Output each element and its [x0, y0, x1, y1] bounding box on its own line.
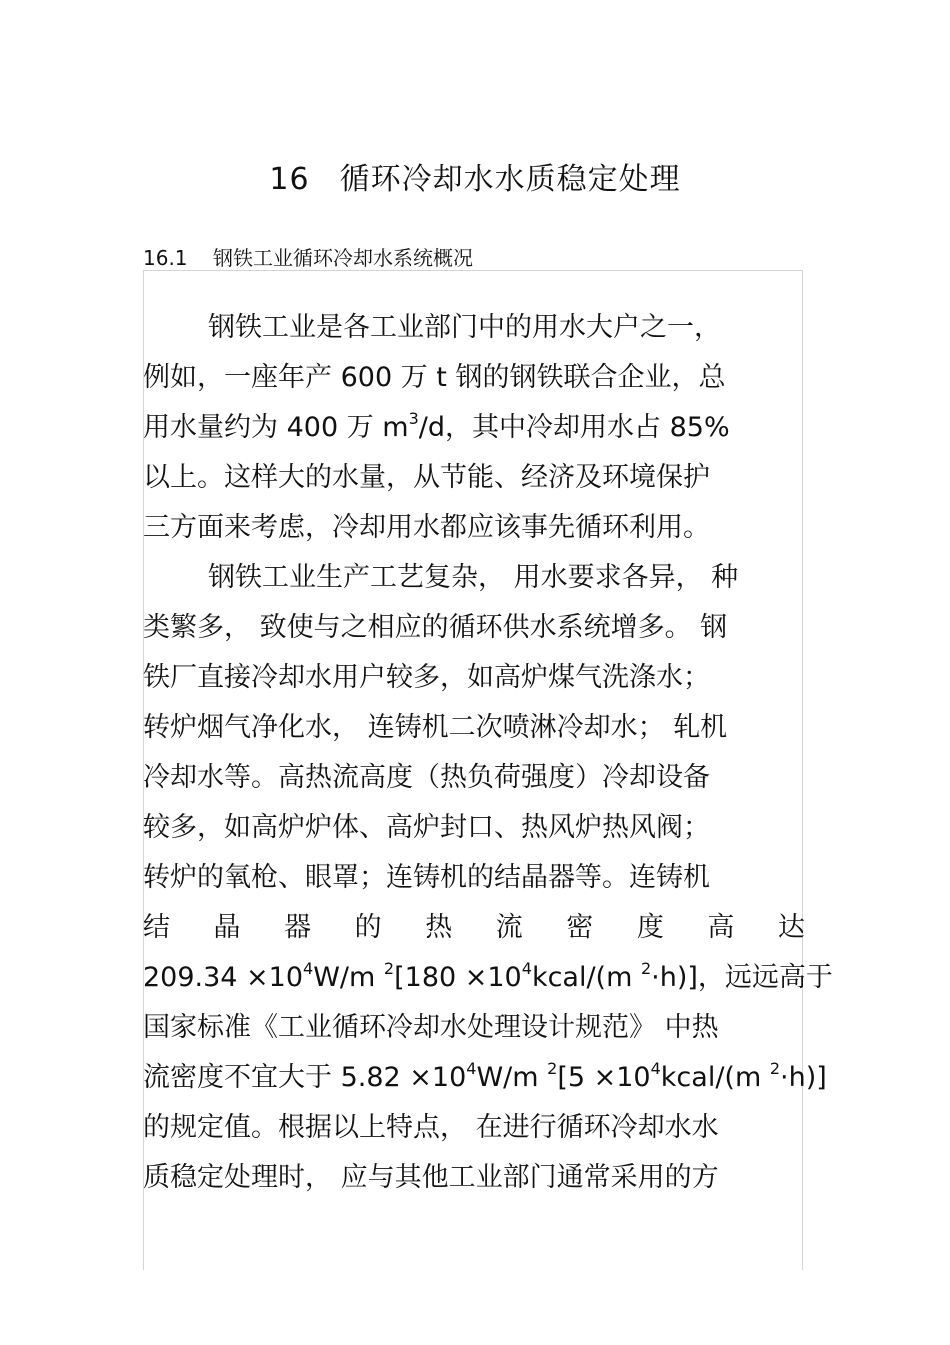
- body-line-7: 类繁多， 致使与之相应的循环供水系统增多。 钢: [143, 612, 728, 643]
- body-line-13-char: 流: [495, 912, 523, 943]
- body-line-6: 钢铁工业生产工艺复杂， 用水要求各异， 种: [208, 562, 739, 593]
- body-line-3a: 用水量约为 400 万 m: [143, 412, 409, 443]
- chapter-number: 16: [269, 162, 310, 197]
- body-line-18: 质稳定处理时， 应与其他工业部门通常采用的方: [143, 1162, 719, 1193]
- body-line-13-char: 器: [284, 912, 312, 943]
- body-line-8: 铁厂直接冷却水用户较多，如高炉煤气洗涤水；: [143, 662, 710, 693]
- body-line-3: [143, 403, 730, 453]
- body-line-15: 国家标准《工业循环冷却水处理设计规范》 中热: [143, 1012, 719, 1043]
- body-line-16b: W/m: [476, 1062, 548, 1093]
- body-line-16e: ·h)]: [780, 1062, 827, 1093]
- body-line-13-char: 达: [777, 912, 805, 943]
- chapter-title-text: 循环冷却水水质稳定处理: [339, 162, 681, 197]
- body-line-16-sup1: 4: [466, 1059, 477, 1078]
- body-line-12: 转炉的氧枪、眼罩；连铸机的结晶器等。连铸机: [143, 862, 710, 893]
- body-line-16d: kcal/(m: [660, 1062, 770, 1093]
- body-line-2: 例如，一座年产 600 万 t 钢的钢铁联合企业，总: [143, 362, 726, 393]
- body-line-3-sup: 3: [408, 409, 419, 428]
- body-line-13-char: 晶: [213, 912, 241, 943]
- body-line-10: 冷却水等。高热流高度（热负荷强度）冷却设备: [143, 762, 710, 793]
- body-line-13-char: 高: [707, 912, 735, 943]
- chapter-title: [0, 158, 950, 202]
- body-line-13-char: 热: [425, 912, 453, 943]
- body-line-14-sup1: 4: [303, 959, 314, 978]
- body-line-16c: [5 ×10: [557, 1062, 651, 1093]
- body-line-13: [143, 903, 805, 953]
- body-line-14-sup4: 2: [640, 959, 652, 978]
- body-line-14c: [180 ×10: [394, 962, 522, 993]
- body-line-11: 较多，如高炉炉体、高炉封口、热风炉热风阀；: [143, 812, 710, 843]
- body-line-4: 以上。这样大的水量，从节能、经济及环境保护: [143, 462, 710, 493]
- body-line-16: [143, 1053, 827, 1103]
- body-line-13-char: 结: [143, 912, 170, 943]
- body-line-17: 的规定值。根据以上特点， 在进行循环冷却水水: [143, 1112, 719, 1143]
- body-line-14e: ·h)]，远远高于: [651, 962, 833, 993]
- body-line-14d: kcal/(m: [531, 962, 641, 993]
- body-line-5: 三方面来考虑，冷却用水都应该事先循环利用。: [143, 512, 710, 543]
- body-line-13-char: 密: [566, 912, 594, 943]
- body-line-9: 转炉烟气净化水， 连铸机二次喷淋冷却水； 轧机: [143, 712, 728, 743]
- body-line-14: [143, 953, 833, 1003]
- body-line-3b: /d，其中冷却用水占 85%: [418, 412, 730, 443]
- body-line-16a: 流密度不宜大于 5.82 ×10: [143, 1062, 467, 1093]
- body-line-14b: W/m: [313, 962, 384, 993]
- body-line-14-sup3: 4: [521, 959, 532, 978]
- body-line-16-sup2: 2: [547, 1059, 558, 1078]
- section-number: 16.1: [143, 246, 188, 270]
- body-line-14-sup2: 2: [383, 959, 395, 978]
- body-line-13-char: 的: [354, 912, 382, 943]
- section-title: 钢铁工业循环冷却水系统概况: [213, 246, 473, 270]
- body-line-14a: 209.34 ×10: [143, 962, 304, 993]
- body-line-13-char: 度: [636, 912, 664, 943]
- body-line-1: 钢铁工业是各工业部门中的用水大户之一，: [208, 312, 721, 343]
- body-line-16-sup4: 2: [769, 1059, 781, 1078]
- body-line-16-sup3: 4: [650, 1059, 661, 1078]
- section-heading: [143, 244, 473, 272]
